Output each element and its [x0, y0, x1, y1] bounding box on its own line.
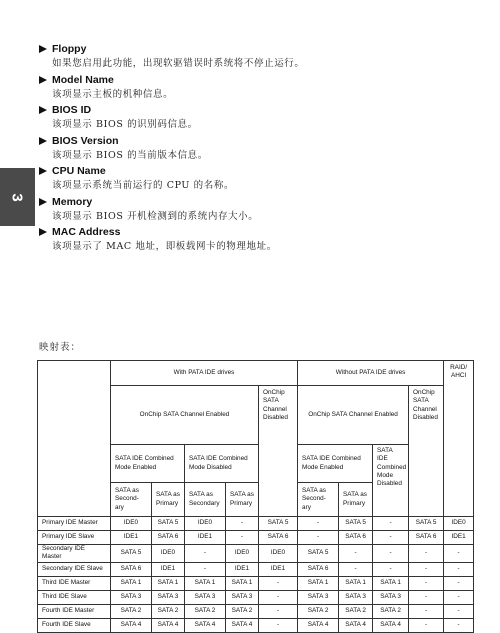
- table-cell: -: [185, 562, 226, 576]
- table-row: [38, 590, 474, 604]
- bullet-triangle-icon: [39, 76, 47, 84]
- table-cell: SATA 2: [298, 604, 339, 618]
- table-cell: -: [444, 590, 474, 604]
- table-cell: SATA 1: [226, 576, 259, 590]
- table-cell: SATA 5: [111, 545, 152, 563]
- mode-header: SATA IDE Combined Mode Enabled: [111, 445, 185, 483]
- row-label: Primary IDE Slave: [38, 531, 111, 545]
- table-row: [38, 545, 474, 563]
- bullet-triangle-icon: [39, 106, 47, 114]
- table-cell: SATA 3: [111, 590, 152, 604]
- item-description: 该项显示 BIOS 开机检测到的系统内存大小。: [52, 210, 259, 222]
- table-cell: SATA 2: [339, 604, 373, 618]
- row-label: Secondary IDE Master: [38, 545, 111, 563]
- table-cell: -: [259, 604, 298, 618]
- item-description: 如果您启用此功能，出现软驱错误时系统将不停止运行。: [52, 58, 305, 69]
- table-cell: IDE1: [259, 562, 298, 576]
- table-cell: SATA 1: [373, 576, 409, 590]
- table-cell: -: [409, 618, 444, 632]
- chapter-tab: [0, 168, 35, 226]
- table-cell: SATA 3: [185, 590, 226, 604]
- mode-header: SATA IDE Combined Mode Disabled: [373, 445, 409, 517]
- table-cell: SATA 4: [339, 618, 373, 632]
- bios-item-list: [39, 41, 479, 255]
- table-cell: SATA 2: [373, 604, 409, 618]
- role-header: SATA as Second-ary: [298, 483, 339, 517]
- table-cell: -: [444, 576, 474, 590]
- item-description: 该项显示主板的机种信息。: [52, 88, 174, 100]
- table-cell: IDE0: [152, 545, 185, 563]
- bullet-triangle-icon: [39, 167, 47, 175]
- row-label: Fourth IDE Master: [38, 604, 111, 618]
- row-label: Fourth IDE Slave: [38, 618, 111, 632]
- channel-header: OnChip SATA Channel Disabled: [409, 386, 444, 517]
- item-title: BIOS ID: [52, 104, 92, 116]
- table-cell: SATA 4: [373, 618, 409, 632]
- table-cell: -: [226, 531, 259, 545]
- row-label: Third IDE Slave: [38, 590, 111, 604]
- table-cell: SATA 4: [185, 618, 226, 632]
- table-cell: -: [373, 545, 409, 563]
- item-floppy: [39, 42, 479, 72]
- table-cell: IDE1: [444, 531, 474, 545]
- table-cell: IDE1: [152, 562, 185, 576]
- table-cell: SATA 1: [152, 576, 185, 590]
- table-cell: IDE0: [185, 517, 226, 531]
- table-cell: SATA 6: [409, 531, 444, 545]
- channel-header: OnChip SATA Channel Enabled: [111, 386, 259, 445]
- table-cell: SATA 6: [339, 531, 373, 545]
- table-cell: -: [339, 545, 373, 563]
- table-cell: IDE1: [111, 531, 152, 545]
- group-header: With PATA IDE drives: [111, 361, 298, 386]
- table-cell: -: [259, 618, 298, 632]
- table-cell: SATA 6: [298, 562, 339, 576]
- table-cell: -: [373, 517, 409, 531]
- table-body: [38, 517, 474, 633]
- table-row: [38, 531, 474, 545]
- table-cell: SATA 3: [298, 590, 339, 604]
- item-description: 该项显示 BIOS 的识别码信息。: [52, 119, 198, 130]
- table-cell: SATA 3: [373, 590, 409, 604]
- table-cell: IDE1: [226, 562, 259, 576]
- table-cell: -: [409, 604, 444, 618]
- table-cell: SATA 4: [111, 618, 152, 632]
- table-cell: SATA 2: [185, 604, 226, 618]
- table-cell: SATA 4: [152, 618, 185, 632]
- item-model-name: [39, 73, 479, 103]
- item-title: Model Name: [52, 73, 114, 86]
- bullet-triangle-icon: [39, 45, 47, 53]
- item-description: 该项显示系统当前运行的 CPU 的名称。: [52, 180, 235, 191]
- table-cell: -: [409, 590, 444, 604]
- table-row: [38, 562, 474, 576]
- table-cell: -: [298, 517, 339, 531]
- channel-header: OnChip SATA Channel Disabled: [259, 386, 298, 517]
- table-cell: SATA 5: [409, 517, 444, 531]
- item-bios-id: [39, 103, 479, 133]
- table-cell: -: [298, 531, 339, 545]
- item-title: Memory: [52, 195, 93, 208]
- mapping-table-caption: 映射表：: [39, 342, 82, 353]
- table-cell: -: [444, 545, 474, 563]
- item-bios-version: [39, 134, 479, 164]
- table-cell: SATA 4: [226, 618, 259, 632]
- table-cell: SATA 1: [298, 576, 339, 590]
- bullet-triangle-icon: [39, 198, 47, 206]
- table-cell: -: [373, 531, 409, 545]
- table-cell: -: [409, 562, 444, 576]
- table-cell: SATA 5: [339, 517, 373, 531]
- bullet-triangle-icon: [39, 228, 47, 236]
- table-row: [38, 604, 474, 618]
- item-memory: [39, 195, 479, 225]
- table-cell: SATA 2: [152, 604, 185, 618]
- table-cell: SATA 5: [259, 517, 298, 531]
- table-cell: -: [409, 576, 444, 590]
- table-cell: SATA 1: [185, 576, 226, 590]
- table-cell: IDE0: [226, 545, 259, 563]
- group-header: RAID/ AHCI: [444, 361, 474, 517]
- table-cell: SATA 3: [226, 590, 259, 604]
- bullet-triangle-icon: [39, 137, 47, 145]
- sata-ide-mapping-table: [37, 360, 474, 633]
- table-cell: SATA 6: [259, 531, 298, 545]
- row-label: Third IDE Master: [38, 576, 111, 590]
- role-header: SATA as Second-ary: [111, 483, 152, 517]
- table-cell: SATA 1: [339, 576, 373, 590]
- table-cell: IDE0: [259, 545, 298, 563]
- item-cpu-name: [39, 164, 479, 194]
- table-cell: -: [409, 545, 444, 563]
- role-header: SATA as Primary: [339, 483, 373, 517]
- table-cell: -: [444, 604, 474, 618]
- table-cell: SATA 6: [152, 531, 185, 545]
- item-title: CPU Name: [52, 165, 106, 177]
- table-cell: SATA 3: [152, 590, 185, 604]
- table-row: [38, 517, 474, 531]
- role-header: SATA as Primary: [152, 483, 185, 517]
- table-cell: SATA 2: [111, 604, 152, 618]
- group-header: Without PATA IDE drives: [298, 361, 444, 386]
- item-title: MAC Address: [52, 226, 121, 238]
- table-cell: -: [259, 590, 298, 604]
- row-label: Secondary IDE Slave: [38, 562, 111, 576]
- chapter-number: 3: [9, 192, 26, 202]
- table-cell: SATA 4: [298, 618, 339, 632]
- table-row: [38, 618, 474, 632]
- table-cell: SATA 5: [152, 517, 185, 531]
- role-header: SATA as Primary: [226, 483, 259, 517]
- table-cell: -: [185, 545, 226, 563]
- table-cell: IDE1: [185, 531, 226, 545]
- role-header: SATA as Secondary: [185, 483, 226, 517]
- item-title: BIOS Version: [52, 134, 119, 147]
- table-cell: -: [226, 517, 259, 531]
- table-cell: SATA 6: [111, 562, 152, 576]
- table-cell: -: [444, 618, 474, 632]
- table-cell: -: [444, 562, 474, 576]
- item-title: Floppy: [52, 43, 87, 55]
- table-cell: -: [373, 562, 409, 576]
- table-cell: -: [339, 562, 373, 576]
- table-row: [38, 576, 474, 590]
- item-description: 该项显示了 MAC 地址，即板载网卡的物理地址。: [52, 241, 277, 252]
- table-cell: SATA 2: [226, 604, 259, 618]
- table-cell: IDE0: [444, 517, 474, 531]
- item-description: 该项显示 BIOS 的当前版本信息。: [52, 149, 208, 161]
- channel-header: OnChip SATA Channel Enabled: [298, 386, 409, 445]
- mode-header: SATA IDE Combined Mode Enabled: [298, 445, 373, 483]
- table-cell: SATA 5: [298, 545, 339, 563]
- table-cell: IDE0: [111, 517, 152, 531]
- item-mac-address: [39, 225, 479, 255]
- table-cell: SATA 1: [111, 576, 152, 590]
- table-cell: -: [259, 576, 298, 590]
- table-cell: SATA 3: [339, 590, 373, 604]
- row-label: Primary IDE Master: [38, 517, 111, 531]
- table-corner-cell: [38, 361, 111, 517]
- mode-header: SATA IDE Combined Mode Disabled: [185, 445, 259, 483]
